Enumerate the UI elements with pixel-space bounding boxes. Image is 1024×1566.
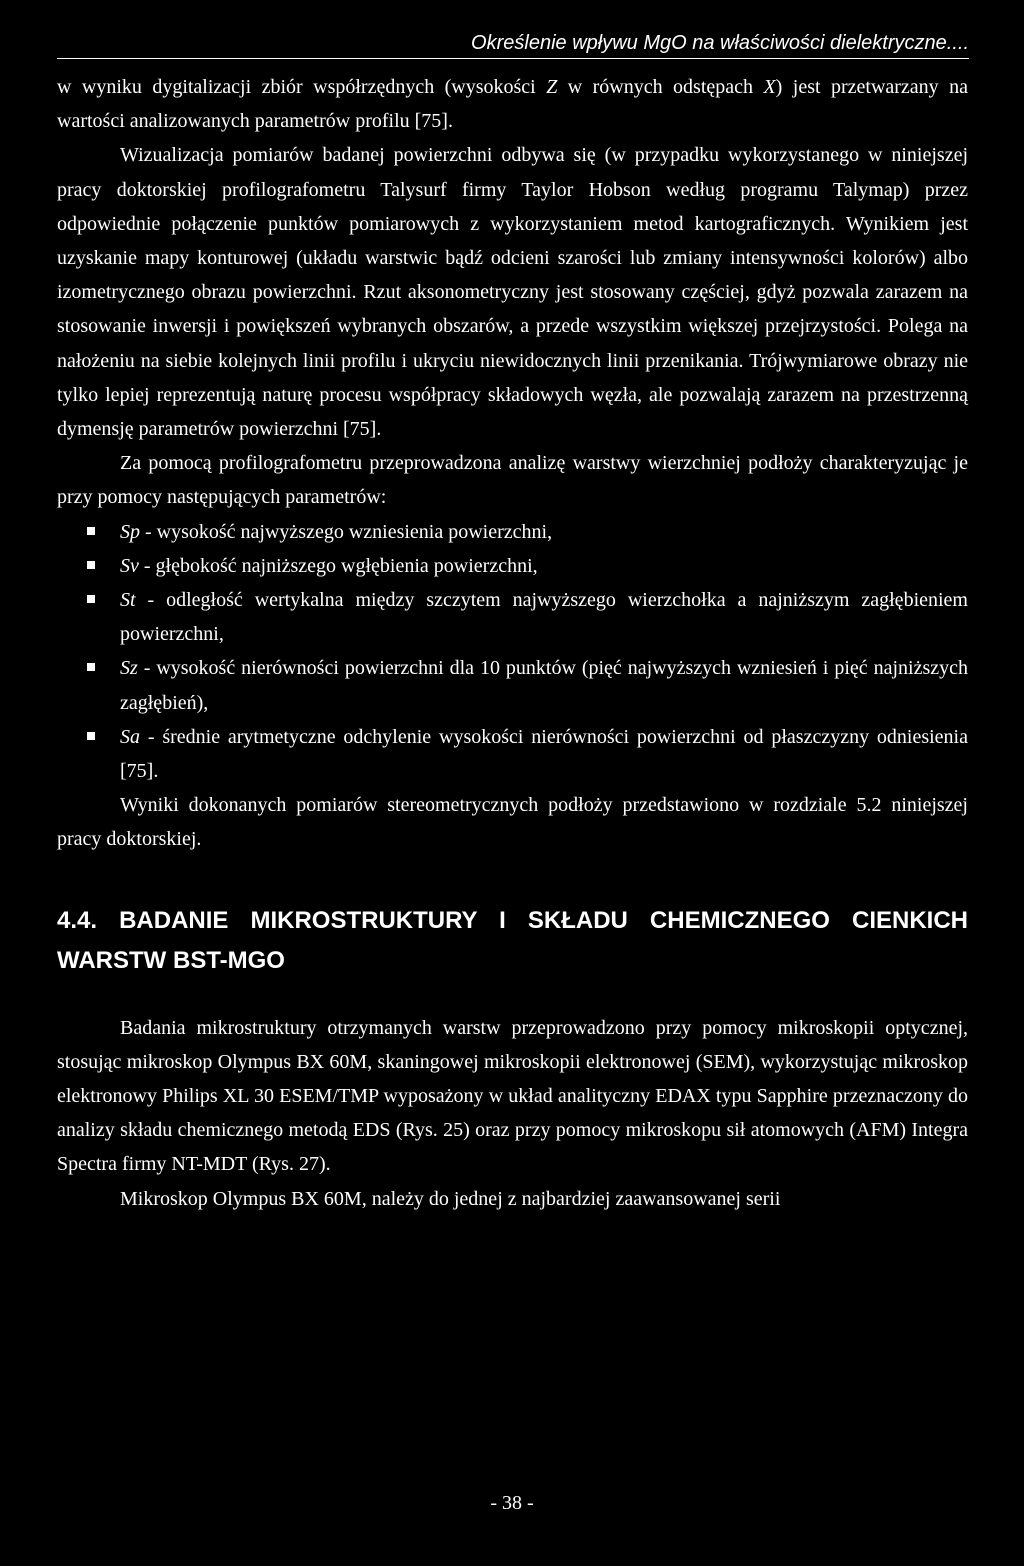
parameter-symbol: Sz [120,657,138,680]
bullet-marker [87,663,95,671]
parameter-item-st [57,583,968,651]
paragraph-results: Wyniki dokonanych pomiarów stereometrycznych podłoży przedstawiono w rozdziale 5.2 niniejszej pracy doktorskiej. [57,794,968,851]
parameter-item-sv [57,549,968,583]
variable-x: X [763,76,776,98]
parameter-item-sz [57,651,968,719]
parameter-description: - średnie arytmetyczne odchylenie wysokości nierówności powierzchni od płaszczyzny odniesienia [75]. [120,725,968,783]
parameter-symbol: Sv [120,554,139,577]
paragraph-microstructure: Badania mikrostruktury otrzymanych warstw przeprowadzono przy pomocy mikroskopii optycznej, stosując mikroskop Olympus BX 60M, skaningowej mikroskopii elektronowej (SEM), wykorzystując mikroskop elektronowy Philips XL 30 ESEM/TMP wyposażony w układ analityczny EDAX typu Sapphire przeznaczony do analizy składu chemicznego metodą EDS (Rys. 25) oraz przy pomocy mikroskopu sił atomowych (AFM) Integra Spectra firmy NT-MDT (Rys. 27). [57,1016,968,1176]
bullet-marker [87,595,95,603]
paragraph-visualization: Wizualizacja pomiarów badanej powierzchni odbywa się (w przypadku wykorzystanego w niniejszej pracy doktorskiej profilografometru Talysurf firmy Taylor Hobson według programu Talymap) przez odpowiednie połączenie punktów pomiarowych z wykorzystaniem metod kartograficznych. Wynikiem jest uzyskanie mapy konturowej (układu warstwic bądź odcieni szarości lub zmiany intensywności kolorów) albo izometrycznego obrazu powierzchni. Rzut aksonometryczny jest stosowany częściej, gdyż pozwala zarazem na stosowanie inwersji i powiększeń wybranych obszarów, a przede wszystkim większej przejrzystości. Polega na nałożeniu na siebie kolejnych linii profilu i ukryciu niewidocznych linii przenikania. Trójwymiarowe obrazy nie tylko lepiej reprezentują naturę procesu współpracy składowych węzła, ale pozwalają zarazem na przestrzenną dymensję parametrów powierzchni [75]. [57,144,968,441]
text-segment: w równych odstępach [557,76,764,98]
parameter-description: - wysokość nierówności powierzchni dla 10 punktów (pięć najwyższych wzniesień i pięć najniższych zagłębień), [120,657,968,714]
text-segment: w wyniku dygitalizacji zbiór współrzędnych (wysokości [57,76,547,98]
parameter-description: - wysokość najwyższego wzniesienia powierzchni, [140,520,553,543]
running-header: Określenie wpływu MgO na właściwości dielektryczne.... [471,32,969,54]
variable-z: Z [546,76,558,98]
parameter-symbol: Sa [120,725,140,748]
parameter-description: - odległość wertykalna między szczytem najwyższego wierzchołka a najniższym zagłębieniem powierzchni, [120,589,968,646]
header-rule [57,58,969,59]
parameter-description: - głębokość najniższego wgłębienia powierzchni, [138,554,538,577]
parameter-item-sp [57,515,968,549]
paragraph-olympus: Mikroskop Olympus BX 60M, należy do jednej z najbardziej zaawansowanej serii [120,1187,781,1210]
bullet-marker [87,561,95,569]
parameter-symbol: Sp [120,520,140,543]
text-segment: ) jest przetwarzany na wartości analizowanych parametrów profilu [75]. [57,76,968,133]
bullet-marker [87,527,95,535]
parameter-item-sa [57,720,968,788]
document-body [57,70,968,1216]
section-heading: 4.4. BADANIE MIKROSTRUKTURY I SKŁADU CHEMICZNEGO CIENKICH WARSTW BST-MGO [57,906,968,974]
paragraph-digitization [57,70,968,138]
parameter-list [57,515,968,789]
bullet-marker [87,732,95,740]
parameter-symbol: St [120,589,136,612]
paragraph-analysis-intro: Za pomocą profilografometru przeprowadzona analizę warstwy wierzchniej podłoży charakteryzując je przy pomocy następujących parametrów: [57,452,968,509]
page-number: - 38 - [490,1492,534,1514]
